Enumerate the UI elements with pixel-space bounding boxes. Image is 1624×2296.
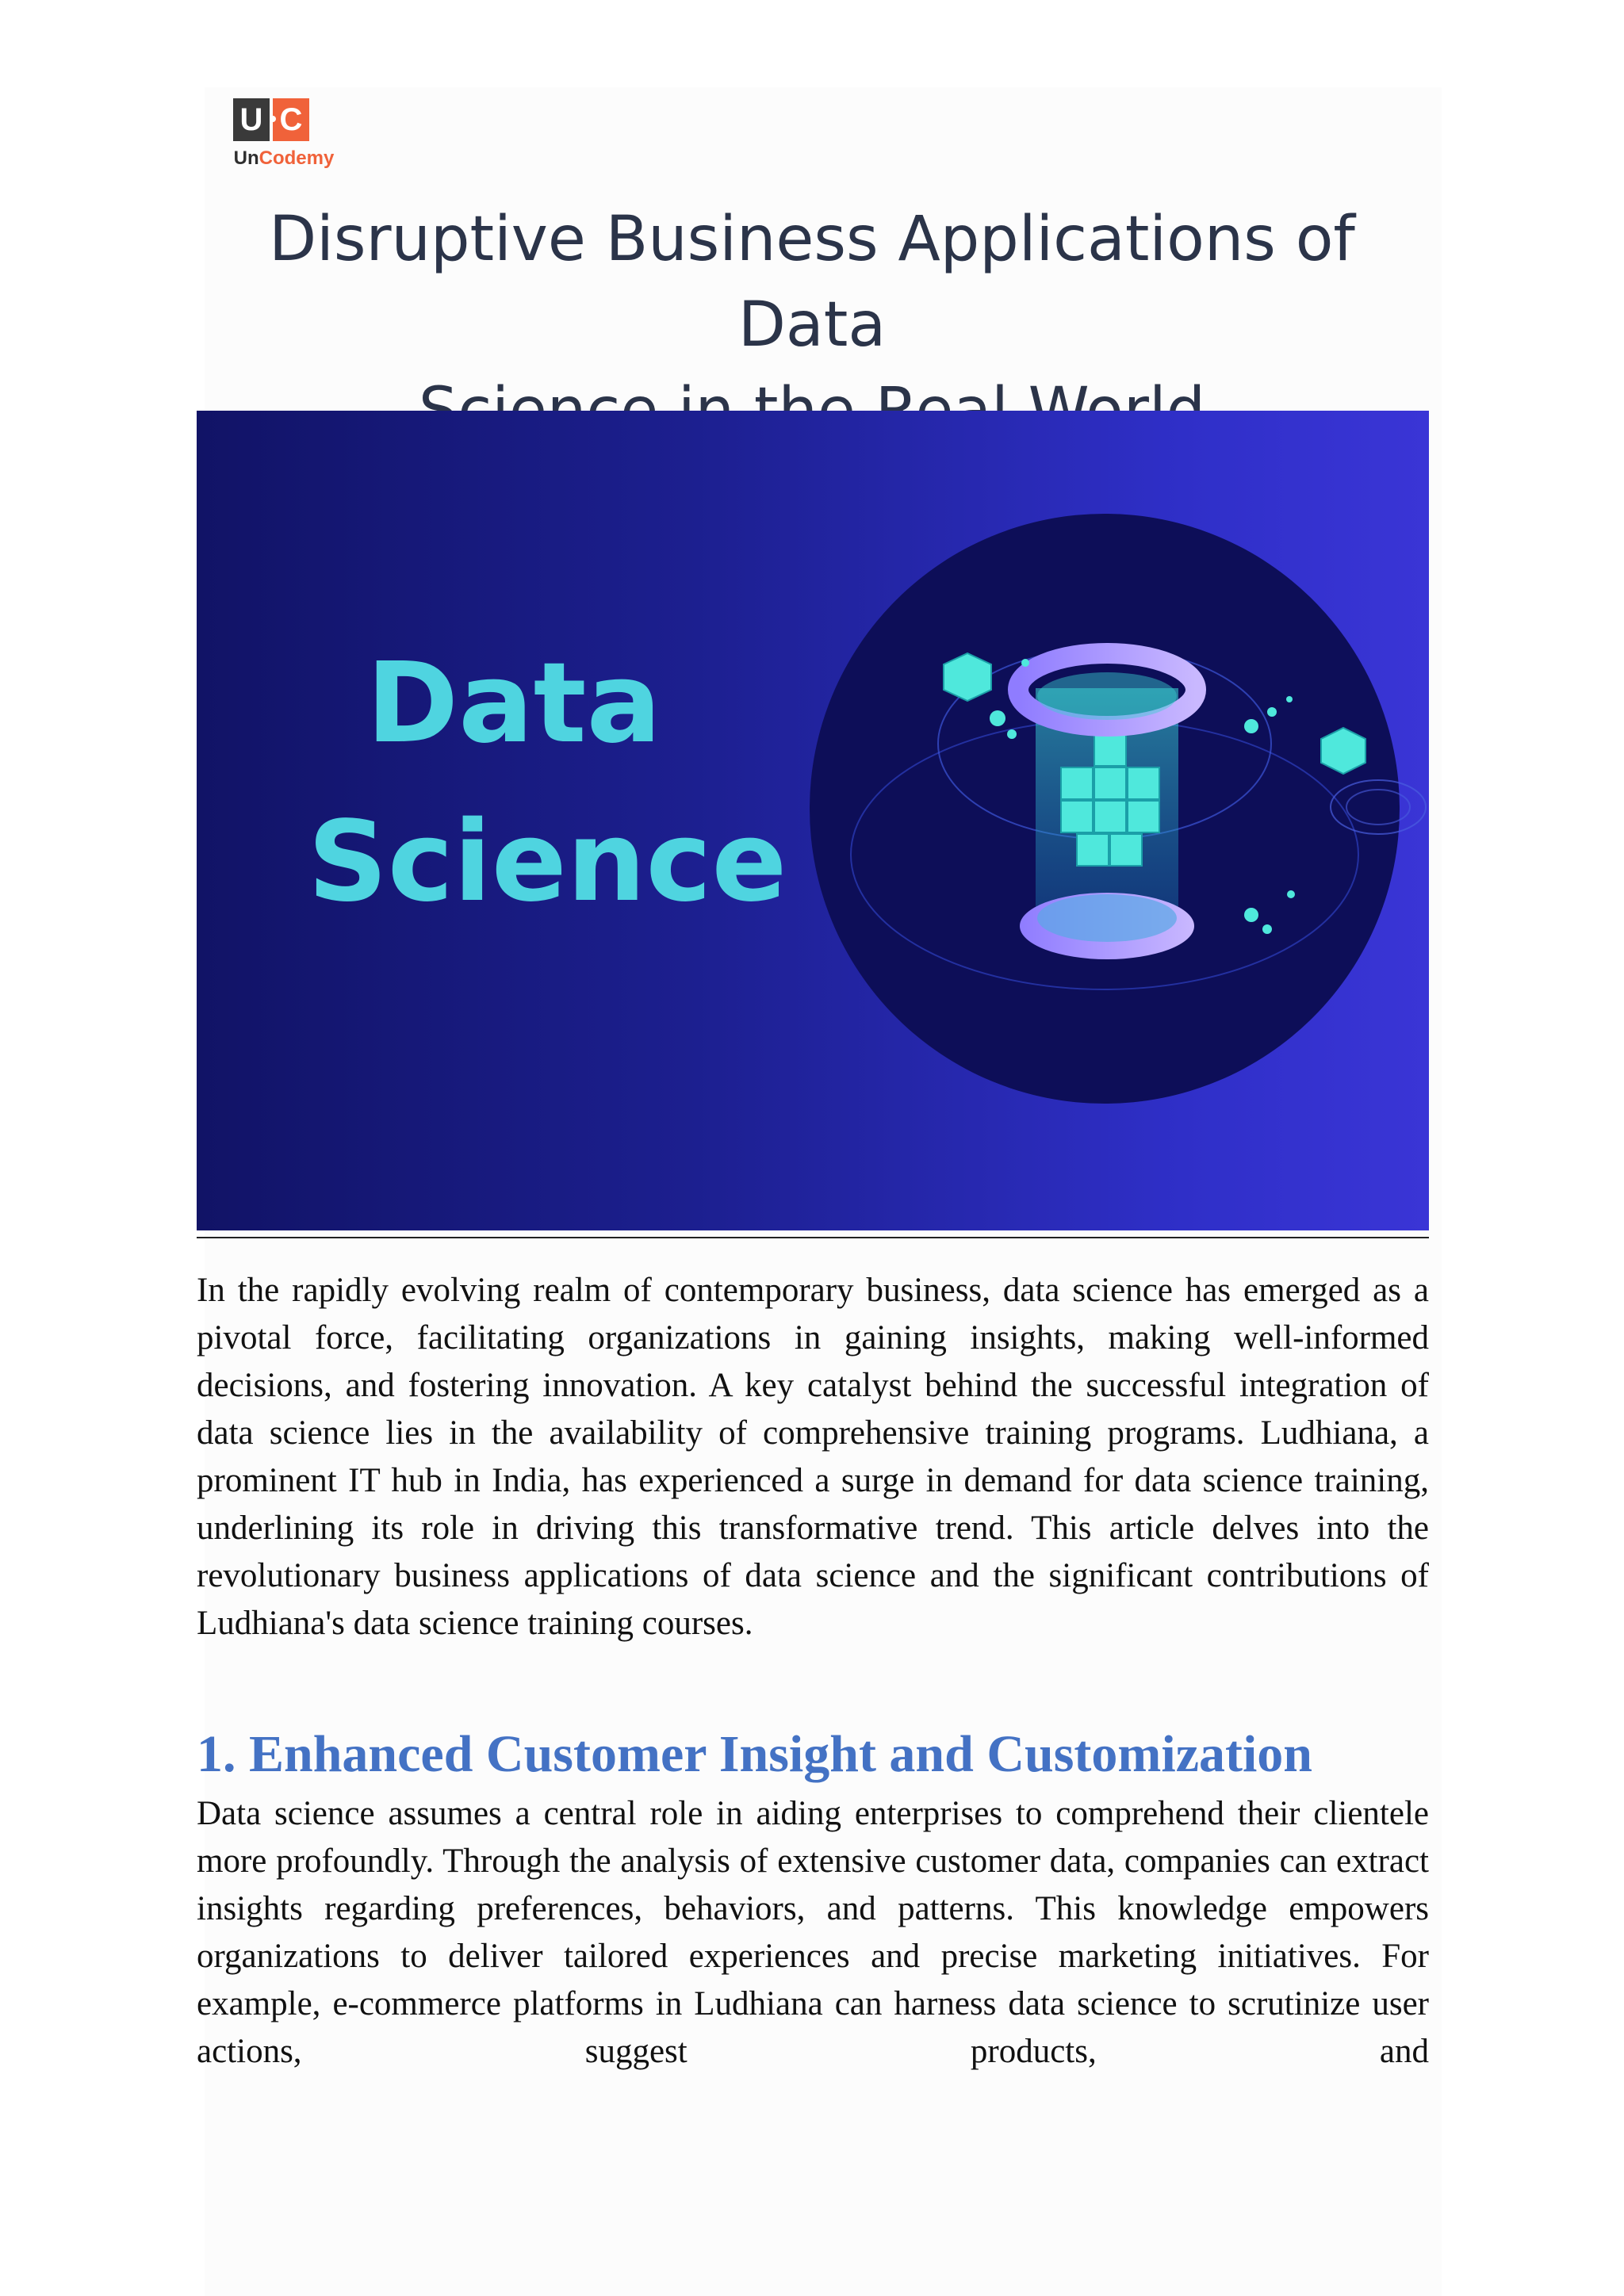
section-heading: 1. Enhanced Customer Insight and Customization xyxy=(197,1725,1313,1783)
logo-letter-u: U xyxy=(233,98,270,141)
section-paragraph: Data science assumes a central role in aiding enterprises to comprehend their clientele more profoundly. Through the analysis of extensive customer data, companies can extract insights regarding preferences, behaviors, and patterns. This knowledge empowers organizations to deliver tailored experiences and precise marketing initiatives. For example, e-commerce platforms in Ludhiana can harness data science to scrutinize user actions, suggest products, and xyxy=(197,1795,1429,2070)
divider xyxy=(197,1237,1429,1238)
title-line-1: Disruptive Business Applications of Data xyxy=(269,204,1355,361)
hero-image xyxy=(197,411,1429,1230)
intro-paragraph: In the rapidly evolving realm of contemporary business, data science has emerged as a pivotal force, facilitating organizations in gaining insights, making well-informed decisions, and fostering innovation. A key catalyst behind the successful integration of data science lies in the availability of comprehensive training programs. Ludhiana, a prominent IT hub in India, has experienced a surge in demand for data science training, underlining its role in driving this transformative trend. This article delves into the revolutionary business applications of data science and the significant contributions of Ludhiana's data science training courses. xyxy=(197,1272,1429,1642)
logo-name xyxy=(213,147,355,170)
logo-name-prefix: Un xyxy=(233,147,259,169)
logo-badge xyxy=(233,98,309,141)
logo-name-accent: Codemy xyxy=(259,147,335,169)
hero-text-line-2: Science xyxy=(308,798,787,927)
logo-dot xyxy=(270,116,276,122)
data-cylinder-icon xyxy=(197,411,1429,1230)
uncodemy-logo[interactable] xyxy=(213,95,355,174)
logo-letter-c: C xyxy=(273,98,309,141)
hero-text-line-1: Data xyxy=(366,639,662,768)
